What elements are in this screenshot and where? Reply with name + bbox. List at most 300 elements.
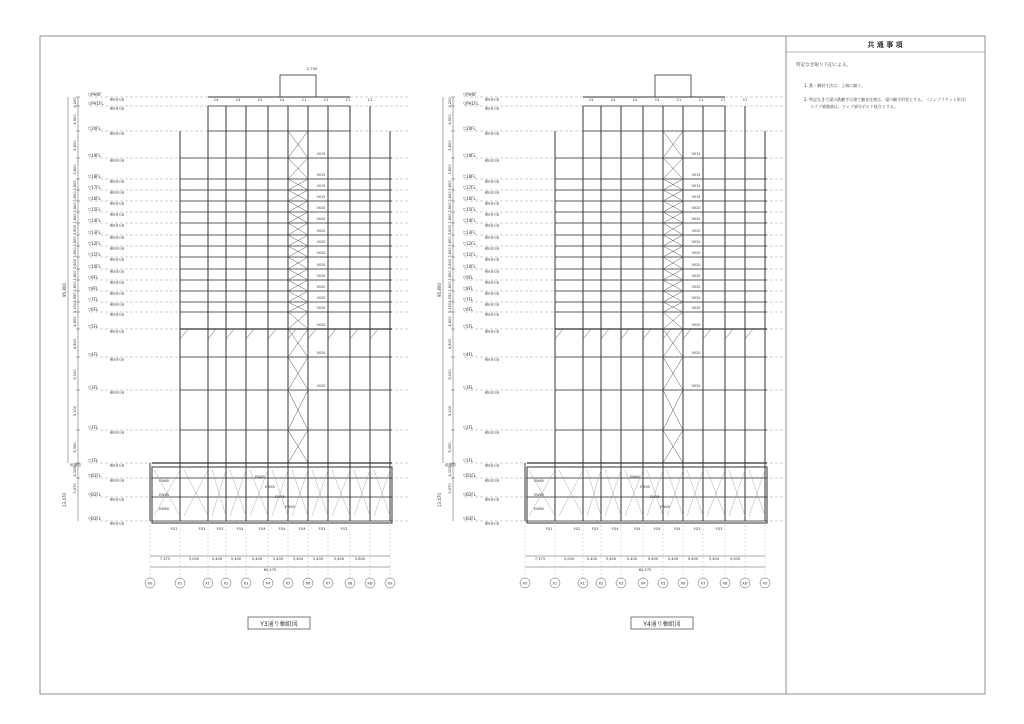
brace-label: V015: [691, 173, 701, 177]
story-height-label: 3,800: [73, 258, 77, 270]
column-label: C4: [213, 98, 219, 102]
level-label: ▽17FL: [463, 185, 476, 190]
level-label: ▽8FL: [88, 286, 99, 291]
axis-label: X1': [580, 581, 586, 586]
level-note: 構造体天端: [110, 357, 124, 362]
span-label: 5,400: [667, 557, 679, 561]
axis-label: X7: [700, 581, 706, 586]
axis-label: X1: [552, 581, 558, 586]
level-label: ▽6FL: [463, 307, 474, 312]
story-height-label: 3,970: [73, 483, 77, 494]
top-dim-label: 2,700: [306, 66, 318, 71]
knee-brace: [703, 329, 711, 339]
level-note: 構造体天端: [110, 212, 124, 217]
footing-label: FG3: [318, 527, 326, 531]
level-label: ▽12FL: [88, 241, 101, 246]
span-label: 5,400: [211, 557, 223, 561]
level-note: 構造体天端: [485, 463, 499, 468]
sub-total-label: 13,470: [437, 493, 442, 507]
story-height-label: 4,500: [448, 114, 452, 125]
axis-label: X1': [205, 581, 211, 586]
wall-label: EW60: [534, 493, 544, 497]
story-height-label: 3,800: [73, 213, 77, 224]
column-label: C4: [279, 98, 285, 102]
story-height-label: 5,800: [448, 140, 452, 151]
wall-label: EW45: [265, 485, 275, 489]
span-label: 5,400: [586, 557, 598, 561]
level-note: 構造体天端: [485, 190, 499, 195]
wall-label: EW60: [159, 493, 169, 497]
level-note: 構造体天端: [110, 269, 124, 274]
footing-label: FG4: [236, 527, 244, 531]
elevation-view-y3: [62, 66, 410, 588]
level-note: 構造体天端: [110, 463, 124, 468]
level-label: ▽3FL: [463, 385, 474, 390]
sub-total-label: 13,470: [62, 493, 67, 507]
story-height-label: 4,950: [448, 292, 452, 303]
brace-label: V020: [691, 251, 701, 255]
level-label: ▽7FL: [88, 297, 99, 302]
brace-label: V020: [691, 229, 701, 233]
level-label: ▽PHRF: [463, 92, 477, 97]
brace-label: V020: [316, 206, 326, 210]
level-label: ▽PH1FL: [88, 101, 104, 106]
level-label: ▽9FL: [463, 275, 474, 280]
level-note: 構造体天端: [485, 521, 499, 526]
span-label: 5,400: [626, 557, 638, 561]
axis-label: X3: [618, 581, 624, 586]
level-label: ▽15FL: [88, 207, 101, 212]
footing-label: FG3: [340, 527, 348, 531]
ground-label: 地盤面: [445, 463, 456, 467]
level-note: 構造体天端: [110, 246, 124, 251]
span-label: 5,400: [272, 557, 284, 561]
brace-label: V015: [316, 184, 326, 188]
story-height-label: 4,325: [448, 466, 452, 477]
span-label: 5,400: [251, 557, 263, 561]
footing-label: FG1: [545, 527, 553, 531]
level-label: ▽B3FL: [88, 516, 101, 521]
total-height-label: 95,800: [437, 283, 442, 297]
story-height-label: 3,800: [73, 224, 77, 236]
footing-label: FG3: [216, 527, 224, 531]
footing-label: FG4: [611, 527, 619, 531]
level-note: 構造体天端: [485, 179, 499, 184]
brace-label: V020: [316, 240, 326, 244]
caption-box-y3: [248, 617, 310, 629]
brace-label: V020: [316, 351, 326, 355]
span-label: 5,800: [354, 557, 366, 561]
total-span-label: 60,575: [263, 568, 277, 572]
story-height-label: 3,800: [448, 236, 452, 247]
level-label: ▽16FL: [88, 196, 101, 201]
story-height-label: 3,800: [448, 213, 452, 224]
footing-label: FG4: [258, 527, 266, 531]
span-label: 7,375: [159, 557, 171, 561]
span-label: 5,000: [188, 557, 200, 561]
caption-box-y4: [631, 617, 693, 629]
sheet-border: [40, 36, 985, 694]
level-note: 構造体天端: [110, 390, 124, 395]
level-note: 構造体天端: [485, 329, 499, 334]
column-label: C4: [632, 98, 638, 102]
level-note: 構造体天端: [485, 223, 499, 228]
span-label: 5,400: [647, 557, 659, 561]
story-height-label: 3,800: [73, 270, 77, 281]
wall-label: EW60: [159, 507, 169, 511]
level-note: 構造体天端: [110, 201, 124, 206]
story-height-label: 3,800: [448, 180, 452, 191]
axis-label: X0: [147, 581, 153, 586]
wall-label: EW60: [534, 507, 544, 511]
level-label: ▽12FL: [463, 241, 476, 246]
story-height-label: 3,800: [73, 191, 77, 202]
story-height-label: 3,800: [448, 164, 452, 175]
knee-brace: [268, 329, 276, 339]
knee-brace: [643, 329, 651, 339]
level-note: 構造体天端: [485, 212, 499, 217]
level-note: 構造体天端: [485, 131, 499, 136]
column-label: C1: [676, 98, 682, 102]
brace-label: V020: [316, 323, 326, 327]
story-height-label: 3,800: [448, 224, 452, 236]
level-note: 構造体天端: [485, 312, 499, 317]
level-note: 構造体天端: [485, 97, 499, 102]
brace-label: V020: [316, 296, 326, 300]
knee-brace: [246, 329, 254, 339]
level-label: ▽15FL: [463, 207, 476, 212]
knee-brace: [370, 329, 378, 339]
level-note: 構造体天端: [485, 291, 499, 296]
story-height-label: 5,100: [73, 405, 77, 417]
level-label: ▽1FL: [463, 458, 474, 463]
knee-brace: [308, 329, 316, 339]
knee-brace: [350, 329, 358, 339]
story-height-label: 5,100: [448, 369, 452, 380]
brace-label: V020: [316, 251, 326, 255]
level-note: 構造体天端: [110, 97, 124, 102]
brace-label: V020: [316, 274, 326, 278]
wall-label: EW45: [255, 475, 265, 479]
level-label: ▽17FL: [88, 185, 101, 190]
level-label: ▽20FL: [463, 126, 476, 131]
wall-label: EW45: [275, 495, 285, 499]
axis-label: X9: [387, 581, 393, 586]
span-label: 5,000: [563, 557, 575, 561]
footing-label: FG3: [693, 527, 701, 531]
brace-label: V020: [316, 229, 326, 233]
level-note: 構造体天端: [110, 235, 124, 240]
column-label: C4: [235, 98, 241, 102]
level-note: 構造体天端: [485, 269, 499, 274]
note-item-2: 2. 特記なき大梁の鉄継手は建て継ぎ仕様は、梁の継手形状とする。（ノンブラケット形式）: [804, 97, 969, 102]
story-height-label: 3,800: [448, 191, 452, 202]
level-label: ▽4FL: [463, 352, 474, 357]
story-height-label: 3,800: [448, 202, 452, 213]
story-height-label: 3,970: [448, 483, 452, 494]
level-label: ▽13FL: [463, 230, 476, 235]
knee-brace: [621, 329, 629, 339]
story-height-label: 3,800: [448, 258, 452, 270]
knee-brace: [583, 329, 591, 339]
story-height-label: 4,500: [73, 114, 77, 125]
notes-panel: [786, 40, 985, 109]
level-note: 構造体天端: [485, 390, 499, 395]
brace-label: V020: [316, 263, 326, 267]
story-height-label: 3,800: [448, 281, 452, 292]
footing-label: FG4: [653, 527, 661, 531]
note-item-1: 1. 鉄・鋼材寸法は、上端に揃う。: [804, 83, 866, 88]
level-label: ▽6FL: [88, 307, 99, 312]
level-note: 構造体天端: [110, 521, 124, 526]
level-note: 構造体天端: [110, 497, 124, 502]
level-note: 構造体天端: [110, 158, 124, 163]
story-height-label: 4,800: [448, 316, 452, 327]
level-note: 構造体天端: [110, 257, 124, 262]
story-height-label: 5,150: [448, 302, 452, 314]
span-label: 5,000: [729, 557, 741, 561]
axis-label: X1: [177, 581, 183, 586]
notes-lead: 特記なき限り下記による。: [796, 63, 852, 68]
level-note: 構造体天端: [110, 179, 124, 184]
story-height-label: 3,800: [448, 270, 452, 281]
level-note: 構造体天端: [110, 302, 124, 307]
level-label: ▽7FL: [463, 297, 474, 302]
wall-label: EW45: [630, 475, 640, 479]
level-note: 構造体天端: [110, 223, 124, 228]
level-note: 構造体天端: [110, 478, 124, 483]
wall-label: EW45: [650, 495, 660, 499]
penthouse-frame: [655, 75, 691, 97]
axis-label: X7: [325, 581, 331, 586]
story-height-label: 3,800: [448, 247, 452, 258]
story-height-label: 5,350: [448, 442, 452, 453]
wall-label: EW45: [285, 505, 295, 509]
footing-label: FG3: [715, 527, 723, 531]
axis-label: X8: [722, 581, 728, 586]
footing-label: FG2: [573, 527, 581, 531]
caption-y4: Y4通り軸組図: [643, 621, 681, 628]
axis-label: X2: [223, 581, 229, 586]
level-note: 構造体天端: [485, 201, 499, 206]
level-note: 構造体天端: [485, 497, 499, 502]
level-note: 構造体天端: [110, 329, 124, 334]
column-label: C4: [654, 98, 660, 102]
axis-label: X8': [742, 581, 748, 586]
level-label: ▽PHRF: [88, 92, 102, 97]
story-height-label: 4,800: [73, 316, 77, 327]
knee-brace: [683, 329, 691, 339]
story-height-label: 3,800: [73, 180, 77, 191]
level-note: 構造体天端: [110, 190, 124, 195]
level-note: 構造体天端: [110, 312, 124, 317]
story-height-label: 3,800: [73, 281, 77, 292]
note-item-3: スラブ補強筋は、ウェブ部分ボルト接合とする。: [810, 104, 898, 109]
level-label: ▽8FL: [463, 286, 474, 291]
story-height-label: 4,800: [448, 338, 452, 350]
brace-label: V020: [316, 306, 326, 310]
level-label: ▽18FL: [463, 174, 476, 179]
level-note: 構造体天端: [485, 235, 499, 240]
story-height-label: 4,325: [73, 466, 77, 477]
span-label: 5,400: [292, 557, 304, 561]
brace-label: V020: [691, 217, 701, 221]
elevation-view-y4: [437, 75, 785, 588]
axis-label: X9: [762, 581, 768, 586]
wall-label: EW45: [640, 485, 650, 489]
footing-label: FG1: [170, 527, 178, 531]
level-label: ▽9FL: [88, 275, 99, 280]
axis-label: X6: [305, 581, 311, 586]
knee-brace: [180, 329, 188, 339]
axis-label: X5: [660, 581, 666, 586]
story-height-label: 5,150: [73, 302, 77, 314]
notes-title: 共 通 事 項: [867, 41, 903, 49]
level-label: ▽B1FL: [463, 473, 476, 478]
brace-label: V020: [691, 285, 701, 289]
level-note: 構造体天端: [110, 430, 124, 435]
level-note: 構造体天端: [485, 280, 499, 285]
level-label: ▽4FL: [88, 352, 99, 357]
brace-label: V020: [691, 323, 701, 327]
brace-label: V015: [691, 152, 701, 156]
wall-label: EW60: [159, 479, 169, 483]
story-height-label: 3,800: [73, 247, 77, 258]
column-label: C1: [301, 98, 307, 102]
knee-brace: [745, 329, 753, 339]
axis-label: X4: [640, 581, 646, 586]
brace-label: V015: [316, 195, 326, 199]
story-height-label: 5,800: [73, 140, 77, 151]
axis-label: X4: [265, 581, 271, 586]
penthouse-frame: [280, 75, 316, 97]
level-label: ▽14FL: [88, 218, 101, 223]
axis-label: X0: [522, 581, 528, 586]
level-note: 構造体天端: [485, 430, 499, 435]
brace-label: V020: [691, 351, 701, 355]
level-label: ▽B2FL: [88, 492, 101, 497]
level-label: ▽13FL: [88, 230, 101, 235]
brace-label: V020: [691, 296, 701, 300]
brace-label: V015: [691, 184, 701, 188]
level-label: ▽18FL: [88, 174, 101, 179]
level-label: ▽16FL: [463, 196, 476, 201]
span-label: 5,400: [687, 557, 699, 561]
knee-brace: [601, 329, 609, 339]
level-note: 構造体天端: [110, 131, 124, 136]
axis-label: X3: [243, 581, 249, 586]
column-label: C1: [720, 98, 726, 102]
footing-label: FG3: [591, 527, 599, 531]
story-height-label: 3,800: [73, 202, 77, 213]
column-label: C4: [588, 98, 594, 102]
wall-label: EW60: [534, 479, 544, 483]
story-height-label: 5,100: [448, 405, 452, 417]
brace-label: V020: [691, 240, 701, 244]
level-label: ▽B3FL: [463, 516, 476, 521]
column-label: C4: [257, 98, 263, 102]
level-label: ▽B2FL: [463, 492, 476, 497]
span-label: 5,400: [312, 557, 324, 561]
knee-brace: [328, 329, 336, 339]
story-height-label: 4,200: [73, 97, 77, 108]
footing-label: FG4: [633, 527, 641, 531]
level-label: ▽1FL: [88, 458, 99, 463]
story-height-label: 3,800: [73, 164, 77, 175]
brace-label: V020: [316, 285, 326, 289]
brace-label: V015: [316, 173, 326, 177]
span-label: 5,400: [708, 557, 720, 561]
brace-label: V020: [316, 384, 326, 388]
level-label: ▽5FL: [463, 324, 474, 329]
level-note: 構造体天端: [110, 106, 124, 111]
caption-y3: Y3通り軸組図: [260, 621, 298, 628]
column-label: C1: [742, 98, 748, 102]
span-label: 5,400: [230, 557, 242, 561]
span-label: 7,375: [534, 557, 546, 561]
axis-label: X2: [598, 581, 604, 586]
level-label: ▽B1FL: [88, 473, 101, 478]
level-label: ▽5FL: [88, 324, 99, 329]
brace-label: V020: [691, 206, 701, 210]
column-label: C1: [698, 98, 704, 102]
column-label: C1: [345, 98, 351, 102]
level-label: ▽10FL: [88, 264, 101, 269]
total-height-label: 95,800: [62, 283, 67, 297]
wall-label: EW45: [660, 505, 670, 509]
span-label: 5,400: [605, 557, 617, 561]
ground-label: 地盤面: [70, 463, 81, 467]
level-note: 構造体天端: [110, 291, 124, 296]
axis-label: X6: [680, 581, 686, 586]
story-height-label: 3,800: [73, 236, 77, 247]
total-span-label: 60,575: [638, 568, 652, 572]
level-note: 構造体天端: [485, 106, 499, 111]
brace-label: V015: [316, 152, 326, 156]
level-label: ▽10FL: [463, 264, 476, 269]
column-label: C1: [323, 98, 329, 102]
axis-label: X8: [347, 581, 353, 586]
knee-brace: [725, 329, 733, 339]
level-label: ▽PH1FL: [463, 101, 479, 106]
knee-brace: [208, 329, 216, 339]
footing-label: FG4: [673, 527, 681, 531]
level-label: ▽11FL: [463, 252, 476, 257]
knee-brace: [226, 329, 234, 339]
story-height-label: 4,200: [448, 97, 452, 108]
level-note: 構造体天端: [485, 158, 499, 163]
level-label: ▽2FL: [463, 425, 474, 430]
level-label: ▽3FL: [88, 385, 99, 390]
brace-label: V015: [691, 195, 701, 199]
story-height-label: 4,950: [73, 292, 77, 303]
column-label: C4: [610, 98, 616, 102]
axis-label: X8': [367, 581, 373, 586]
level-note: 構造体天端: [485, 257, 499, 262]
level-note: 構造体天端: [110, 280, 124, 285]
column-label: C1: [367, 98, 373, 102]
brace-label: V020: [691, 274, 701, 278]
footing-label: FG3: [198, 527, 206, 531]
level-note: 構造体天端: [485, 478, 499, 483]
level-note: 構造体天端: [485, 357, 499, 362]
level-label: ▽19FL: [463, 153, 476, 158]
brace-label: V020: [691, 306, 701, 310]
axis-label: X5: [285, 581, 291, 586]
level-label: ▽11FL: [88, 252, 101, 257]
level-label: ▽19FL: [88, 153, 101, 158]
level-note: 構造体天端: [485, 246, 499, 251]
